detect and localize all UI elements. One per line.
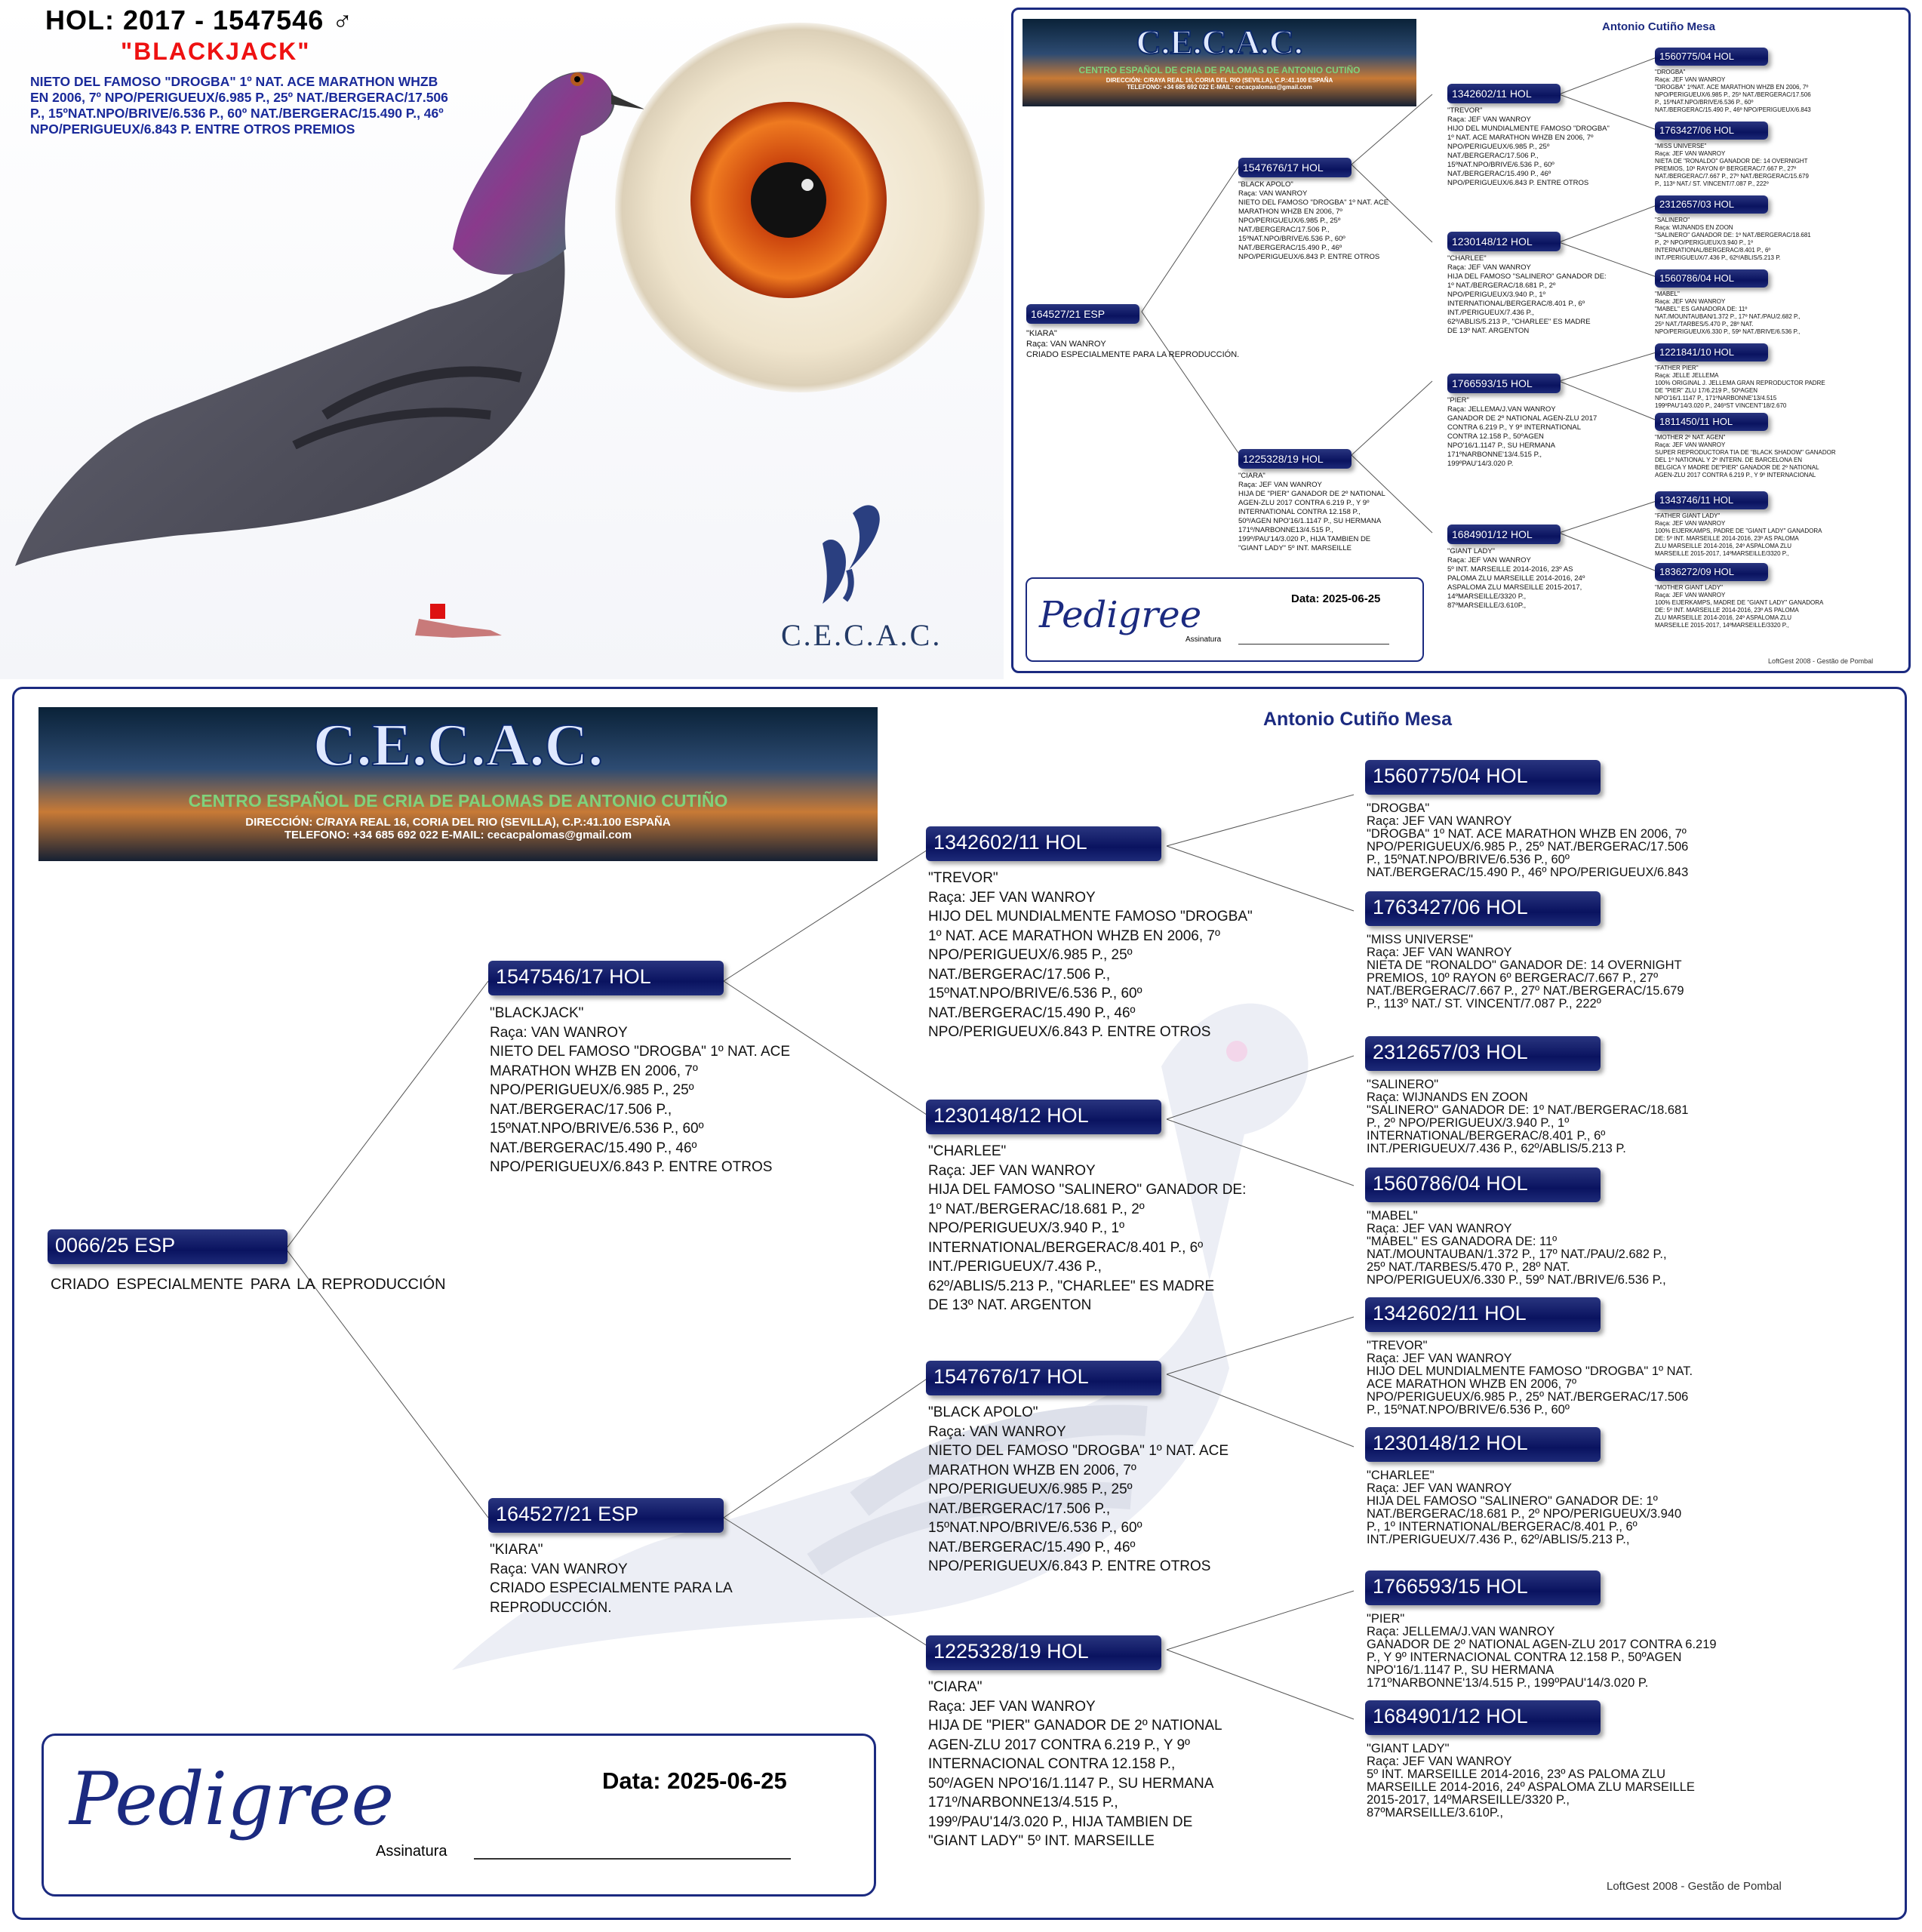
footer-box (1026, 577, 1424, 662)
grandparent-ring[interactable]: 1766593/15 HOL (1447, 374, 1561, 393)
sire-info: "BLACKJACK" Raça: VAN WANROY NIETO DEL FAMOSO "DROGBA" 1º NAT. ACE MARATHON WHZB EN 2006, 7º NPO/PERIGUEUX/6.985 P., 25º NAT./BERGERAC/17.506 P., 15ºNAT.NPO/BRIVE/6.536 P., 60º NAT./BERGERAC/15.490 P., 46º NPO/PERIGUEUX/6.843 P. ENTRE OTROS (490, 1005, 791, 1175)
grandparent-info: "PIER" Raça: JELLEMA/J.VAN WANROY GANADOR DE 2º NATIONAL AGEN-ZLU 2017 CONTRA 6.219 P., Y 9º INTERNATIONAL CONTRA 12.158 P., 50ºAGEN NPO'16/1.1147 P., SU HERMANA 171ºNARBONNE'13/4.515 P., 199ºPAU'14/3.020 P. (1447, 396, 1598, 468)
banner-address: DIRECCIÓN: C/RAYA REAL 16, CORIA DEL RIO (SEVILLA), C.P.:41.100 ESPAÑA (245, 816, 671, 829)
signature-line[interactable] (474, 1858, 791, 1860)
great-grandparent-info: "CHARLEE" Raça: JEF VAN WANROY HIJA DEL FAMOSO "SALINERO" GANADOR DE: 1º NAT./BERGERAC/18.681 P., 2º NPO/PERIGUEUX/3.940 P., 1º INTERNATIONAL/BERGERAC/8.401 P., 6º INT./PERIGUEUX/7.436 P., 62º/ABLIS/5.213 P., (1367, 1469, 1682, 1546)
pedigree-sheet-small (1011, 8, 1911, 673)
great-grandparent-info: "SALINERO" Raça: WIJNANDS EN ZOON "SALINERO" GANADOR DE: 1º NAT./BERGERAC/18.681 P., 2º NPO/PERIGUEUX/3.940 P., 1º INTERNATIONAL/BERGERAC/8.401 P., 6º INT./PERIGUEUX/7.436 P., 62º/ABLIS/5.213 P. (1367, 1078, 1689, 1155)
great-grandparent-info: "PIER" Raça: JELLEMA/J.VAN WANROY GANADOR DE 2º NATIONAL AGEN-ZLU 2017 CONTRA 6.219 P., Y 9º INTERNACIONAL CONTRA 12.158 P., 50ºAGEN NPO'16/1.1147 P., SU HERMANA 171ºNARBONNE'13/4.515 P., 199ºPAU'14/3.020 P. (1367, 1612, 1717, 1690)
great-grandparent-info: "MISS UNIVERSE" Raça: JEF VAN WANROY NIETA DE "RONALDO" GANADOR DE: 14 OVERNIGHT PREMIOS, 10º RAYON 6º BERGERAC/7.667 P., 27º NAT./BERGERAC/7.667 P., 27º NAT./BERGERAC/15.679 P., 113º NAT./ ST. VINCENT/7.087 P., 222º (1367, 933, 1684, 1011)
great-grandparent-ring[interactable]: 1221841/10 HOL (1655, 343, 1768, 361)
dam-ring[interactable]: 164527/21 ESP (488, 1498, 724, 1533)
great-grandparent-ring[interactable]: 1560775/04 HOL (1365, 760, 1601, 795)
dam-ring[interactable]: 1225328/19 HOL (1238, 449, 1352, 469)
grandparent-info: "CHARLEE" Raça: JEF VAN WANROY HIJA DEL FAMOSO "SALINERO" GANADOR DE: 1º NAT./BERGERAC/18.681 P., 2º NPO/PERIGUEUX/3.940 P., 1º INTERNATIONAL/BERGERAC/8.401 P., 6º INT./PERIGUEUX/7.436 P., 62º/ABLIS/5.213 P., "CHARLEE" ES MADRE DE 13º NAT. ARGENTON (928, 1143, 1247, 1313)
banner-title: C.E.C.A.C. (1136, 23, 1303, 61)
banner-title: C.E.C.A.C. (312, 712, 604, 779)
bird-description: NIETO DEL FAMOSO "DROGBA" 1º NAT. ACE MARATHON WHZB EN 2006, 7º NPO/PERIGUEUX/6.985 P., 25º NAT./BERGERAC/17.506 P., 15ºNAT.NPO/BRIVE/6.536 P., 60º NAT./BERGERAC/15.490 P., 46º NPO/PERIGUEUX/6.843 P. ENTRE OTROS PREMIOS (30, 74, 448, 137)
banner-contact: TELEFONO: +34 685 692 022 E-MAIL: cecacpalomas@gmail.com (284, 829, 632, 841)
great-grandparent-info: "FATHER PIER" Raça: JELLE JELLEMA 100% ORIGINAL J. JELLEMA GRAN REPRODUCTOR PADRE DE "PIER" ZLU 17/6.219 P., 50ºAGEN NPO'16/1.1147 P., 171ºNARBONNE'13/4.515 199ºPAU'14/3.020 P., 246ºST VINCENT'18/2.670 (1655, 365, 1825, 409)
pedigree-root-info: CRIADO ESPECIALMENTE PARA LA REPRODUCCIÓN (51, 1276, 446, 1293)
great-grandparent-ring[interactable]: 2312657/03 HOL (1365, 1036, 1601, 1071)
eye-photo (615, 23, 985, 392)
pedigree-script: Pedigree (1039, 594, 1202, 636)
grandparent-info: "CHARLEE" Raça: JEF VAN WANROY HIJA DEL FAMOSO "SALINERO" GANADOR DE: 1º NAT./BERGERAC/18.681 P., 2º NPO/PERIGUEUX/3.940 P., 1º INTERNATIONAL/BERGERAC/8.401 P., 6º INT./PERIGUEUX/7.436 P., 62º/ABLIS/5.213 P., "CHARLEE" ES MADRE DE 13º NAT. ARGENTON (1447, 254, 1607, 335)
great-grandparent-info: "MISS UNIVERSE" Raça: JEF VAN WANROY NIETA DE "RONALDO" GANADOR DE: 14 OVERNIGHT PREMIOS, 10º RAYON 6º BERGERAC/7.667 P., 27º NAT./BERGERAC/7.667 P., 27º NAT./BERGERAC/15.679 P., 113º NAT./ ST. VINCENT/7.087 P., 222º (1655, 143, 1809, 187)
software-credit: LoftGest 2008 - Gestão de Pombal (1607, 1880, 1782, 1893)
sire-ring[interactable]: 1547546/17 HOL (488, 961, 724, 995)
grandparent-ring[interactable]: 1684901/12 HOL (1447, 525, 1561, 544)
great-grandparent-info: "MOTHER GIANT LADY" Raça: JEF VAN WANROY 100% EIJERKAMPS, MADRE DE "GIANT LADY" GANADORA DE: 5º INT. MARSEILLE 2014-2016, 23º AS PALOMA ZLU MARSEILLE 2014-2016, 24º ASPALOMA ZLU MARSEILLE 2015-2017, 14ºMARSEILLE/3320 P., (1655, 584, 1824, 629)
grandparent-info: "BLACK APOLO" Raça: VAN WANROY NIETO DEL FAMOSO "DROGBA" 1º NAT. ACE MARATHON WHZB EN 2006, 7º NPO/PERIGUEUX/6.985 P., 25º NAT./BERGERAC/17.506 P., 15ºNAT.NPO/BRIVE/6.536 P., 60º NAT./BERGERAC/15.490 P., 46º NPO/PERIGUEUX/6.843 P. ENTRE OTROS (928, 1404, 1229, 1574)
banner-contact: TELEFONO: +34 685 692 022 E-MAIL: cecacpalomas@gmail.com (1127, 84, 1312, 91)
great-grandparent-ring[interactable]: 1560775/04 HOL (1655, 48, 1768, 66)
cecac-logo-text: C.E.C.A.C. (781, 618, 943, 652)
signature-line[interactable] (1238, 644, 1389, 645)
grandparent-ring[interactable]: 1342602/11 HOL (926, 826, 1161, 861)
owner-name: Antonio Cutiño Mesa (1263, 709, 1452, 730)
grandparent-ring[interactable]: 1225328/19 HOL (926, 1635, 1161, 1670)
great-grandparent-info: "DROGBA" Raça: JEF VAN WANROY "DROGBA" 1ºNAT. ACE MARATHON WHZB EN 2006, 7º NPO/PERIGUEUX/6.985 P., 25º NAT./BERGERAC/17.506 P., 15ºNAT.NPO/BRIVE/6.536 P., 60º NAT./BERGERAC/15.490 P., 46º NPO/PERIGUEUX/6.843 (1655, 69, 1811, 113)
pedigree-sheet-large (12, 687, 1907, 1920)
great-grandparent-info: "DROGBA" Raça: JEF VAN WANROY "DROGBA" 1º NAT. ACE MARATHON WHZB EN 2006, 7º NPO/PERIGUEUX/6.985 P., 25º NAT./BERGERAC/17.506 P., 15ºNAT.NPO/BRIVE/6.536 P., 60º NAT./BERGERAC/15.490 P., 46º NPO/PERIGUEUX/6.843 (1367, 801, 1689, 879)
banner-address: DIRECCIÓN: C/RAYA REAL 16, CORIA DEL RIO (SEVILLA), C.P.:41.100 ESPAÑA (1106, 77, 1333, 84)
grandparent-ring[interactable]: 1230148/12 HOL (926, 1100, 1161, 1134)
pedigree-root-ring[interactable]: 0066/25 ESP (48, 1229, 288, 1264)
dove-logo-icon (807, 498, 890, 611)
pigeon-photo (8, 23, 649, 672)
owner-name: Antonio Cutiño Mesa (1602, 20, 1715, 33)
great-grandparent-ring[interactable]: 1343746/11 HOL (1655, 491, 1768, 509)
date-label: Data: 2025-06-25 (602, 1767, 787, 1794)
grandparent-info: "TREVOR" Raça: JEF VAN WANROY HIJO DEL MUNDIALMENTE FAMOSO "DROGBA" 1º NAT. ACE MARATHON WHZB EN 2006, 7º NPO/PERIGUEUX/6.985 P., 25º NAT./BERGERAC/17.506 P., 15ºNAT.NPO/BRIVE/6.536 P., 60º NAT./BERGERAC/15.490 P., 46º NPO/PERIGUEUX/6.843 P. ENTRE OTROS (928, 870, 1253, 1040)
banner-subtitle: CENTRO ESPAÑOL DE CRIA DE PALOMAS DE ANTONIO CUTIÑO (188, 791, 728, 811)
signature-label: Assinatura (1185, 635, 1222, 644)
great-grandparent-ring[interactable]: 1763427/06 HOL (1655, 122, 1768, 140)
bird-photo-panel (0, 0, 1004, 679)
ring-title: HOL: 2017 - 1547546 ♂ (45, 5, 354, 35)
grandparent-info: "CIARA" Raça: JEF VAN WANROY HIJA DE "PIER" GANADOR DE 2º NATIONAL AGEN-ZLU 2017 CONTRA 6.219 P., Y 9º INTERNACIONAL CONTRA 12.158 P., 50º/AGEN NPO'16/1.1147 P., SU HERMANA 171º/NARBONNE13/4.515 P., 199º/PAU'14/3.020 P., HIJA TAMBIEN DE "GIANT LADY" 5º INT. MARSEILLE (928, 1679, 1222, 1849)
great-grandparent-info: "FATHER GIANT LADY" Raça: JEF VAN WANROY 100% EIJERKAMPS, PADRE DE "GIANT LADY" GANADORA DE: 5º INT. MARSEILLE 2014-2016, 23º AS PALOMA ZLU MARSEILLE 2014-2016, 24º ASPALOMA ZLU MARSEILLE 2015-2017, 14ºMARSEILLE/3320 P., (1655, 512, 1822, 557)
great-grandparent-info: "MABEL" Raça: JEF VAN WANROY "MABEL" ES GANADORA DE: 11º NAT./MOUNTAUBAN/1.372 P., 17º NAT./PAU/2.682 P., 25º NAT./TARBES/5.470 P., 28º NAT. NPO/PERIGUEUX/6.330 P., 59º NAT./BRIVE/6.536 P., (1367, 1209, 1667, 1287)
software-credit: LoftGest 2008 - Gestão de Pombal (1768, 657, 1874, 665)
signature-label: Assinatura (376, 1843, 447, 1860)
great-grandparent-ring[interactable]: 1836272/09 HOL (1655, 563, 1768, 581)
dam-info: "KIARA" Raça: VAN WANROY CRIADO ESPECIALMENTE PARA LA REPRODUCCIÓN. (490, 1542, 733, 1616)
grandparent-ring[interactable]: 1230148/12 HOL (1447, 232, 1561, 251)
great-grandparent-info: "SALINERO" Raça: WIJNANDS EN ZOON "SALINERO" GANADOR DE: 1º NAT./BERGERAC/18.681 P., 2º NPO/PERIGUEUX/3.940 P., 1º INTERNATIONAL/BERGERAC/8.401 P., 6º INT./PERIGUEUX/7.436 P., 62º/ABLIS/5.213 P. (1655, 217, 1811, 261)
grandparent-info: "TREVOR" Raça: JEF VAN WANROY HIJO DEL MUNDIALMENTE FAMOSO "DROGBA" 1º NAT. ACE MARATHON WHZB EN 2006, 7º NPO/PERIGUEUX/6.985 P., 25º NAT./BERGERAC/17.506 P., 15ºNAT.NPO/BRIVE/6.536 P., 60º NAT./BERGERAC/15.490 P., 46º NPO/PERIGUEUX/6.843 P. ENTRE OTROS (1447, 106, 1610, 187)
great-grandparent-info: "GIANT LADY" Raça: JEF VAN WANROY 5º INT. MARSEILLE 2014-2016, 23º AS PALOMA ZLU MARSEILLE 2014-2016, 24º ASPALOMA ZLU MARSEILLE 2015-2017, 14ºMARSEILLE/3320 P., 87ºMARSEILLE/3.610P., (1367, 1742, 1695, 1820)
sire-info: "BLACK APOLO" Raça: VAN WANROY NIETO DEL FAMOSO "DROGBA" 1º NAT. ACE MARATHON WHZB EN 2006, 7º NPO/PERIGUEUX/6.985 P., 25º NAT./BERGERAC/17.506 P., 15ºNAT.NPO/BRIVE/6.536 P., 60º NAT./BERGERAC/15.490 P., 46º NPO/PERIGUEUX/6.843 P. ENTRE OTROS (1238, 180, 1389, 261)
great-grandparent-ring[interactable]: 1342602/11 HOL (1365, 1297, 1601, 1332)
dam-info: "CIARA" Raça: JEF VAN WANROY HIJA DE "PIER" GANADOR DE 2º NATIONAL AGEN-ZLU 2017 CONTRA 6.219 P., Y 9º INTERNATIONAL CONTRA 12.158 P., 50º/AGEN NPO'16/1.1147 P., SU HERMANA 171º/NARBONNE13/4.515 P., 199º/PAU'14/3.020 P., HIJA TAMBIEN DE "GIANT LADY" 5º INT. MARSEILLE (1238, 472, 1385, 552)
banner-subtitle: CENTRO ESPAÑOL DE CRIA DE PALOMAS DE ANTONIO CUTIÑO (1078, 65, 1361, 75)
great-grandparent-ring[interactable]: 1230148/12 HOL (1365, 1427, 1601, 1462)
pedigree-script: Pedigree (69, 1757, 395, 1841)
bird-name: "BLACKJACK" (121, 38, 311, 65)
great-grandparent-ring[interactable]: 1811450/11 HOL (1655, 413, 1768, 431)
grandparent-ring[interactable]: 1342602/11 HOL (1447, 84, 1561, 103)
great-grandparent-ring[interactable]: 2312657/03 HOL (1655, 195, 1768, 214)
great-grandparent-info: "MOTHER 2º NAT. AGEN" Raça: JEF VAN WANROY SUPER REPRODUCTORA TIA DE "BLACK SHADOW" GANADOR DEL 1º NATIONAL Y 2º INTERN. DE BARCELONA EN BELGICA Y MADRE DE"PIER" GANADOR DE 2º NATIONAL AGEN-ZLU 2017 CONTRA 6.219 P., Y 9º INTERNACIONAL (1655, 434, 1836, 478)
great-grandparent-info: "TREVOR" Raça: JEF VAN WANROY HIJO DEL MUNDIALMENTE FAMOSO "DROGBA" 1º NAT. ACE MARATHON WHZB EN 2006, 7º NPO/PERIGUEUX/6.985 P., 25º NAT./BERGERAC/17.506 P., 15ºNAT.NPO/BRIVE/6.536 P., 60º (1367, 1339, 1693, 1417)
grandparent-ring[interactable]: 1547676/17 HOL (926, 1361, 1161, 1395)
great-grandparent-info: "MABEL" Raça: JEF VAN WANROY "MABEL" ES GANADORA DE: 11º NAT./MOUNTAUBAN/1.372 P., 17º NAT./PAU/2.682 P., 25º NAT./TARBES/5.470 P., 28º NAT. NPO/PERIGUEUX/6.330 P., 59º NAT./BRIVE/6.536 P., (1655, 291, 1801, 335)
grandparent-info: "GIANT LADY" Raça: JEF VAN WANROY 5º INT. MARSEILLE 2014-2016, 23º AS PALOMA ZLU MARSEILLE 2014-2016, 24º ASPALOMA ZLU MARSEILLE 2015-2017, 14ºMARSEILLE/3320 P., 87ºMARSEILLE/3.610P., (1447, 547, 1585, 610)
pedigree-root-info: "KIARA" Raça: VAN WANROY CRIADO ESPECIALMENTE PARA LA REPRODUCCIÓN. (1026, 329, 1240, 359)
pedigree-root-ring[interactable]: 164527/21 ESP (1026, 304, 1139, 324)
great-grandparent-ring[interactable]: 1560786/04 HOL (1655, 269, 1768, 288)
great-grandparent-ring[interactable]: 1560786/04 HOL (1365, 1168, 1601, 1202)
great-grandparent-ring[interactable]: 1763427/06 HOL (1365, 891, 1601, 926)
great-grandparent-ring[interactable]: 1766593/15 HOL (1365, 1571, 1601, 1605)
sire-ring[interactable]: 1547676/17 HOL (1238, 158, 1352, 177)
great-grandparent-ring[interactable]: 1684901/12 HOL (1365, 1700, 1601, 1735)
eye-iris-icon (615, 23, 985, 392)
footer-box (42, 1734, 876, 1897)
date-label: Data: 2025-06-25 (1291, 592, 1381, 605)
